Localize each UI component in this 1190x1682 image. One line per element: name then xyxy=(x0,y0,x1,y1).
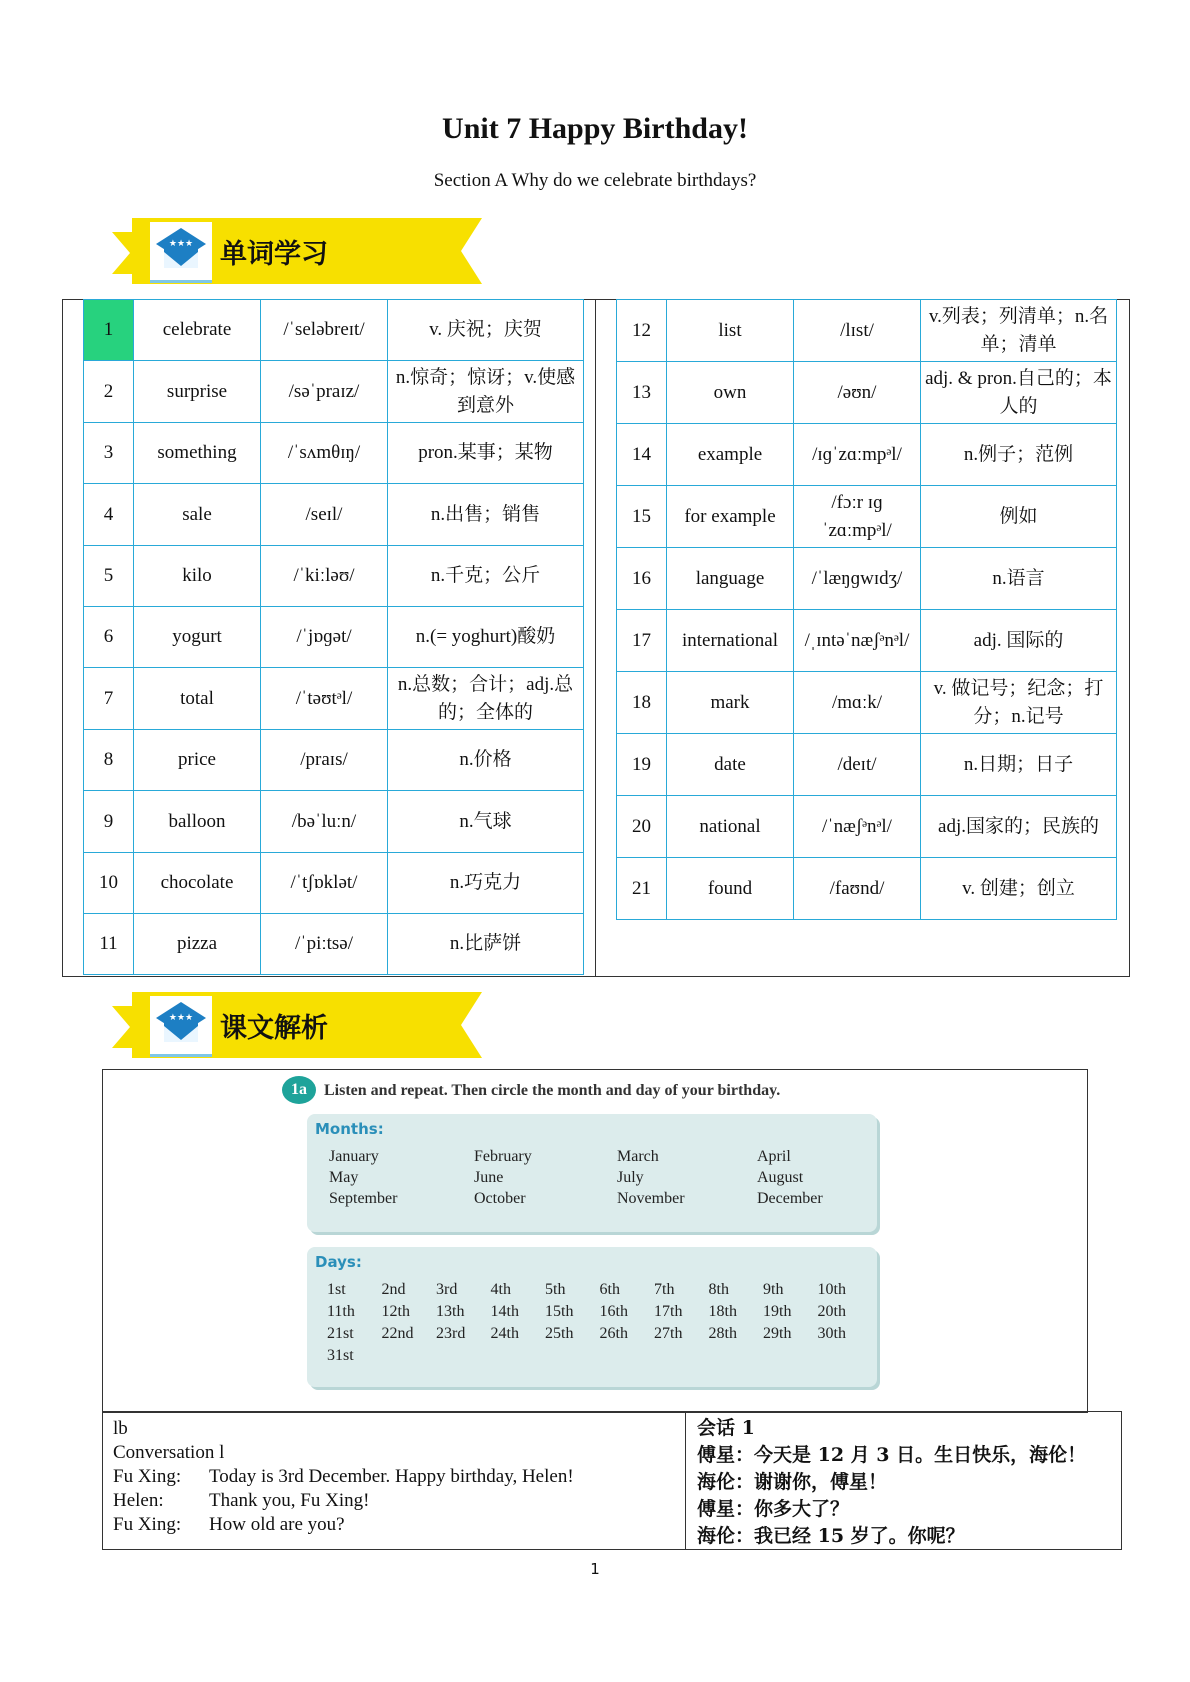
day-item: 13th xyxy=(436,1303,465,1320)
vocab-word: mark xyxy=(667,672,794,734)
day-item: 27th xyxy=(654,1325,683,1342)
vocab-row xyxy=(84,668,584,729)
dialog-speaker: Fu Xing: xyxy=(113,1514,182,1535)
graduation-cap-icon xyxy=(150,996,212,1057)
vocab-phonetic: /faʊnd/ xyxy=(794,858,921,920)
dialog-cn-line: 傅星：今天是 12 月 3 日。生日快乐，海伦！ xyxy=(697,1444,1087,1466)
months-header: Months: xyxy=(315,1120,384,1138)
page-number: 1 xyxy=(590,1560,600,1578)
day-item: 6th xyxy=(599,1281,620,1298)
vocab-number: 9 xyxy=(84,791,134,852)
day-item: 4th xyxy=(490,1281,511,1298)
month-item: May xyxy=(329,1169,359,1186)
vocab-phonetic: /ˈtʃɒklət/ xyxy=(261,852,388,913)
vocab-word: international xyxy=(667,610,794,672)
vocab-number: 16 xyxy=(617,548,667,610)
vocab-word: chocolate xyxy=(134,852,261,913)
day-item: 16th xyxy=(599,1303,628,1320)
section-banner-vocab xyxy=(112,218,512,288)
vocab-row xyxy=(617,858,1117,920)
dialog-chinese xyxy=(697,1415,1086,1550)
dialog-heading: Conversation l xyxy=(113,1442,225,1463)
day-item: 15th xyxy=(545,1303,574,1320)
vocab-phonetic: /mɑːk/ xyxy=(794,672,921,734)
vocab-table-right xyxy=(616,299,1117,920)
vocab-number: 7 xyxy=(84,668,134,729)
vocab-phonetic: /ˈseləbreɪt/ xyxy=(261,300,388,361)
day-item: 20th xyxy=(817,1303,846,1320)
dialog-speaker: Fu Xing: xyxy=(113,1466,182,1487)
vocab-number: 12 xyxy=(617,300,667,362)
vocab-word: own xyxy=(667,362,794,424)
vocab-phonetic: /ˈpiːtsə/ xyxy=(261,913,388,974)
vocab-number: 5 xyxy=(84,545,134,606)
vocab-word: kilo xyxy=(134,545,261,606)
dialog-divider xyxy=(685,1412,686,1549)
vocab-number: 2 xyxy=(84,361,134,422)
dialog-cn-line: 海伦：我已经 15 岁了。你呢？ xyxy=(697,1525,965,1547)
dialog-speaker: Helen: xyxy=(113,1490,164,1511)
vocab-phonetic: /ˈlæŋɡwɪdʒ/ xyxy=(794,548,921,610)
vocab-row xyxy=(617,300,1117,362)
vocab-meaning: adj. 国际的 xyxy=(921,610,1117,672)
month-item: June xyxy=(474,1169,504,1186)
vocab-word: balloon xyxy=(134,791,261,852)
vocab-meaning: n.比萨饼 xyxy=(388,913,584,974)
vocab-phonetic: /ˈkiːləʊ/ xyxy=(261,545,388,606)
vocab-meaning: v. 做记号；纪念；打分；n.记号 xyxy=(921,672,1117,734)
vocab-phonetic: /ˈsʌmθɪŋ/ xyxy=(261,422,388,483)
day-item: 22nd xyxy=(381,1325,414,1342)
vocab-word: example xyxy=(667,424,794,486)
dialog-cn-heading: 会话 1 xyxy=(697,1417,755,1439)
vocab-number: 13 xyxy=(617,362,667,424)
vocab-phonetic: /ˈnæʃᵊnᵊl/ xyxy=(794,796,921,858)
vocab-meaning: n.例子；范例 xyxy=(921,424,1117,486)
vocab-row xyxy=(617,672,1117,734)
month-item: September xyxy=(329,1190,398,1207)
vocab-row xyxy=(84,545,584,606)
vocab-number: 19 xyxy=(617,734,667,796)
dialog-line xyxy=(113,1489,574,1513)
vocab-row xyxy=(84,422,584,483)
vocab-row xyxy=(617,362,1117,424)
dialog-label: lb xyxy=(113,1418,128,1439)
days-header: Days: xyxy=(315,1253,362,1271)
vocab-row xyxy=(84,791,584,852)
vocab-word: total xyxy=(134,668,261,729)
vocab-number: 1 xyxy=(84,300,134,361)
vocab-meaning: adj.国家的；民族的 xyxy=(921,796,1117,858)
dialog-table xyxy=(102,1411,1122,1550)
vocab-meaning: adj. & pron.自己的；本人的 xyxy=(921,362,1117,424)
day-item: 12th xyxy=(381,1303,410,1320)
vocab-word: date xyxy=(667,734,794,796)
month-item: February xyxy=(474,1148,532,1165)
day-item: 21st xyxy=(327,1325,354,1342)
vocab-phonetic: /ˈtəʊtᵊl/ xyxy=(261,668,388,729)
day-item: 19th xyxy=(763,1303,792,1320)
day-item: 24th xyxy=(490,1325,519,1342)
vocab-meaning: pron.某事；某物 xyxy=(388,422,584,483)
vocab-row xyxy=(617,734,1117,796)
svg-text:★★★: ★★★ xyxy=(168,238,194,248)
dialog-cn-line: 海伦：谢谢你，傅星！ xyxy=(697,1471,888,1493)
day-item: 10th xyxy=(817,1281,846,1298)
vocab-number: 20 xyxy=(617,796,667,858)
vocab-row xyxy=(84,484,584,545)
dialog-text: Today is 3rd December. Happy birthday, Helen! xyxy=(209,1466,574,1487)
exercise-instruction: Listen and repeat. Then circle the month and day of your birthday. xyxy=(324,1082,781,1099)
page-title: Unit 7 Happy Birthday! xyxy=(442,112,748,145)
month-item: January xyxy=(329,1148,379,1165)
vocab-number: 15 xyxy=(617,486,667,548)
vocab-number: 3 xyxy=(84,422,134,483)
vocab-word: for example xyxy=(667,486,794,548)
vocab-word: list xyxy=(667,300,794,362)
vocab-meaning: n.日期；日子 xyxy=(921,734,1117,796)
months-grid xyxy=(329,1148,877,1208)
vocab-number: 6 xyxy=(84,606,134,667)
vocab-meaning: n.语言 xyxy=(921,548,1117,610)
vocab-row xyxy=(617,548,1117,610)
day-item: 30th xyxy=(817,1325,846,1342)
vocab-number: 10 xyxy=(84,852,134,913)
vocab-word: pizza xyxy=(134,913,261,974)
page-subtitle: Section A Why do we celebrate birthdays? xyxy=(433,170,757,191)
vocab-phonetic: /seɪl/ xyxy=(261,484,388,545)
days-panel xyxy=(307,1247,877,1387)
vocab-word: language xyxy=(667,548,794,610)
day-item: 25th xyxy=(545,1325,574,1342)
vocab-meaning: n.总数；合计；adj.总的；全体的 xyxy=(388,668,584,729)
vocab-phonetic: /əʊn/ xyxy=(794,362,921,424)
day-item: 14th xyxy=(490,1303,519,1320)
month-item: July xyxy=(617,1169,644,1186)
vocab-divider xyxy=(595,299,596,977)
vocab-phonetic: /ˈjɒɡət/ xyxy=(261,606,388,667)
dialog-english xyxy=(113,1417,574,1537)
day-item: 2nd xyxy=(381,1281,406,1298)
vocab-word: something xyxy=(134,422,261,483)
vocab-phonetic: /səˈpraɪz/ xyxy=(261,361,388,422)
day-item: 1st xyxy=(327,1281,346,1298)
vocab-meaning: n.惊奇；惊讶；v.使感到意外 xyxy=(388,361,584,422)
month-item: April xyxy=(757,1148,791,1165)
vocab-number: 17 xyxy=(617,610,667,672)
vocab-meaning: n.出售；销售 xyxy=(388,484,584,545)
vocab-phonetic: /fɔːr ɪɡˈzɑːmpᵊl/ xyxy=(794,486,921,548)
vocab-meaning: n.巧克力 xyxy=(388,852,584,913)
vocab-number: 11 xyxy=(84,913,134,974)
month-item: December xyxy=(757,1190,823,1207)
months-panel xyxy=(307,1114,877,1232)
vocab-number: 21 xyxy=(617,858,667,920)
vocab-word: celebrate xyxy=(134,300,261,361)
vocab-word: found xyxy=(667,858,794,920)
vocab-phonetic: /ɪɡˈzɑːmpᵊl/ xyxy=(794,424,921,486)
day-item: 28th xyxy=(708,1325,737,1342)
vocab-row xyxy=(617,610,1117,672)
vocab-number: 8 xyxy=(84,729,134,790)
vocab-meaning: v.列表；列清单；n.名单；清单 xyxy=(921,300,1117,362)
vocab-row xyxy=(617,424,1117,486)
day-item: 3rd xyxy=(436,1281,458,1298)
vocab-number: 14 xyxy=(617,424,667,486)
day-item: 5th xyxy=(545,1281,566,1298)
vocab-table-left xyxy=(83,299,584,975)
exercise-1a xyxy=(282,1072,882,1396)
dialog-text: How old are you? xyxy=(209,1514,345,1535)
vocab-row xyxy=(84,729,584,790)
graduation-cap-icon xyxy=(150,222,212,283)
vocab-word: yogurt xyxy=(134,606,261,667)
vocab-phonetic: /deɪt/ xyxy=(794,734,921,796)
vocab-word: price xyxy=(134,729,261,790)
month-item: November xyxy=(617,1190,685,1207)
vocab-row xyxy=(84,300,584,361)
dialog-cn-line: 傅星：你多大了？ xyxy=(697,1498,850,1520)
vocab-phonetic: /bəˈluːn/ xyxy=(261,791,388,852)
vocab-meaning: 例如 xyxy=(921,486,1117,548)
vocab-phonetic: /ˌɪntəˈnæʃᵊnᵊl/ xyxy=(794,610,921,672)
section-title-vocab: 单词学习 xyxy=(220,239,328,270)
day-item: 7th xyxy=(654,1281,675,1298)
vocab-meaning: n.(= yoghurt)酸奶 xyxy=(388,606,584,667)
day-item: 9th xyxy=(763,1281,784,1298)
vocab-meaning: n.千克；公斤 xyxy=(388,545,584,606)
exercise-badge: 1a xyxy=(282,1076,316,1104)
section-banner-text xyxy=(112,992,512,1062)
month-item: August xyxy=(757,1169,804,1186)
day-item: 29th xyxy=(763,1325,792,1342)
vocab-row xyxy=(617,796,1117,858)
day-item: 11th xyxy=(327,1303,355,1320)
vocab-meaning: v. 创建；创立 xyxy=(921,858,1117,920)
dialog-line xyxy=(113,1465,574,1489)
vocab-row xyxy=(617,486,1117,548)
day-item: 17th xyxy=(654,1303,683,1320)
vocab-number: 4 xyxy=(84,484,134,545)
vocab-meaning: n.价格 xyxy=(388,729,584,790)
dialog-line xyxy=(113,1513,574,1537)
day-item: 23rd xyxy=(436,1325,466,1342)
vocab-row xyxy=(84,361,584,422)
dialog-text: Thank you, Fu Xing! xyxy=(209,1490,370,1511)
vocab-number: 18 xyxy=(617,672,667,734)
vocab-meaning: n.气球 xyxy=(388,791,584,852)
month-item: October xyxy=(474,1190,526,1207)
day-item: 26th xyxy=(599,1325,628,1342)
vocab-meaning: v. 庆祝；庆贺 xyxy=(388,300,584,361)
vocab-row xyxy=(84,606,584,667)
vocab-row xyxy=(84,913,584,974)
svg-text:★★★: ★★★ xyxy=(168,1012,194,1022)
vocab-phonetic: /lɪst/ xyxy=(794,300,921,362)
days-grid xyxy=(327,1281,872,1365)
section-title-text: 课文解析 xyxy=(220,1013,328,1044)
day-item: 18th xyxy=(708,1303,737,1320)
vocab-word: surprise xyxy=(134,361,261,422)
vocab-word: sale xyxy=(134,484,261,545)
day-item: 31st xyxy=(327,1347,354,1364)
month-item: March xyxy=(617,1148,659,1165)
vocab-word: national xyxy=(667,796,794,858)
vocab-row xyxy=(84,852,584,913)
vocab-phonetic: /praɪs/ xyxy=(261,729,388,790)
day-item: 8th xyxy=(708,1281,729,1298)
